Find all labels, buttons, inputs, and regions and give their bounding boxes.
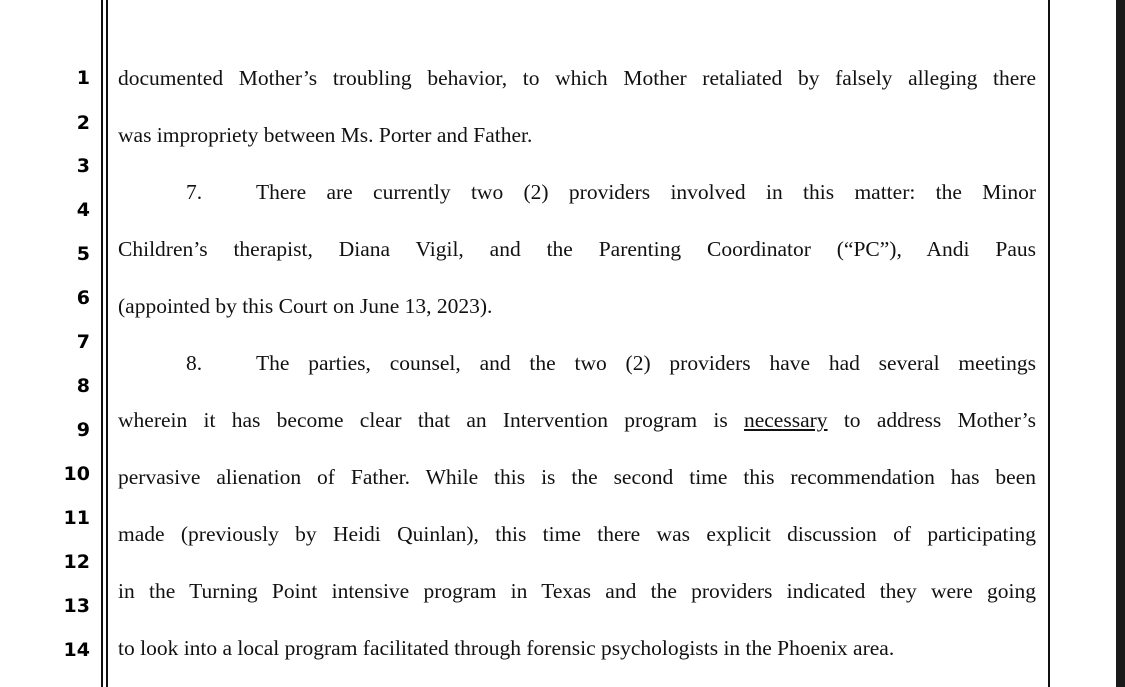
body-text-line: made (previously by Heidi Quinlan), this time there was explicit discussion of participating: [118, 522, 1036, 546]
body-text-line: was impropriety between Ms. Porter and Father.: [118, 123, 533, 147]
line-number: 12: [63, 551, 90, 573]
left-margin-rule-inner: [106, 0, 108, 687]
body-text-line: Children’s therapist, Diana Vigil, and the Parenting Coordinator (“PC”), Andi Paus: [118, 237, 1036, 261]
paragraph-number: 7.: [186, 180, 203, 204]
line-number: 1: [76, 67, 90, 89]
underlined-word: necessary: [743, 408, 828, 432]
paragraph-number: 8.: [186, 351, 203, 375]
body-text: wherein it has become clear that an Intervention program is: [118, 408, 744, 432]
body-text-line: pervasive alienation of Father. While this is the second time this recommendation has been: [118, 465, 1036, 489]
line-number: 8: [76, 375, 90, 397]
body-text-line-with-emphasis: [118, 406, 1036, 434]
line-number: 13: [63, 595, 90, 617]
line-number: 11: [63, 507, 90, 529]
line-number: 9: [76, 419, 90, 441]
body-text: The parties, counsel, and the two (2) providers have had several meetings: [256, 351, 1036, 375]
right-margin-rule: [1048, 0, 1050, 687]
paragraph-7-first-line: [118, 178, 1036, 206]
body-text: to address Mother’s: [827, 408, 1036, 432]
line-number: 2: [76, 112, 90, 134]
body-text-line: documented Mother’s troubling behavior, to which Mother retaliated by falsely alleging there: [118, 66, 1036, 90]
paragraph-8-first-line: [118, 349, 1036, 377]
left-margin-rule-outer: [101, 0, 103, 687]
body-text-line: in the Turning Point intensive program in Texas and the providers indicated they were going: [118, 579, 1036, 603]
body-text-line: (appointed by this Court on June 13, 2023).: [118, 294, 493, 318]
body-text-line: to look into a local program facilitated through forensic psychologists in the Phoenix area.: [118, 636, 895, 660]
line-number: 14: [63, 639, 90, 661]
line-number: 3: [76, 155, 90, 177]
line-number: 5: [76, 243, 90, 265]
line-number: 6: [76, 287, 90, 309]
line-number: 7: [76, 331, 90, 353]
line-number: 10: [63, 463, 90, 485]
body-text: There are currently two (2) providers involved in this matter: the Minor: [256, 180, 1036, 204]
line-number: 4: [76, 199, 90, 221]
page-edge: [1116, 0, 1125, 687]
